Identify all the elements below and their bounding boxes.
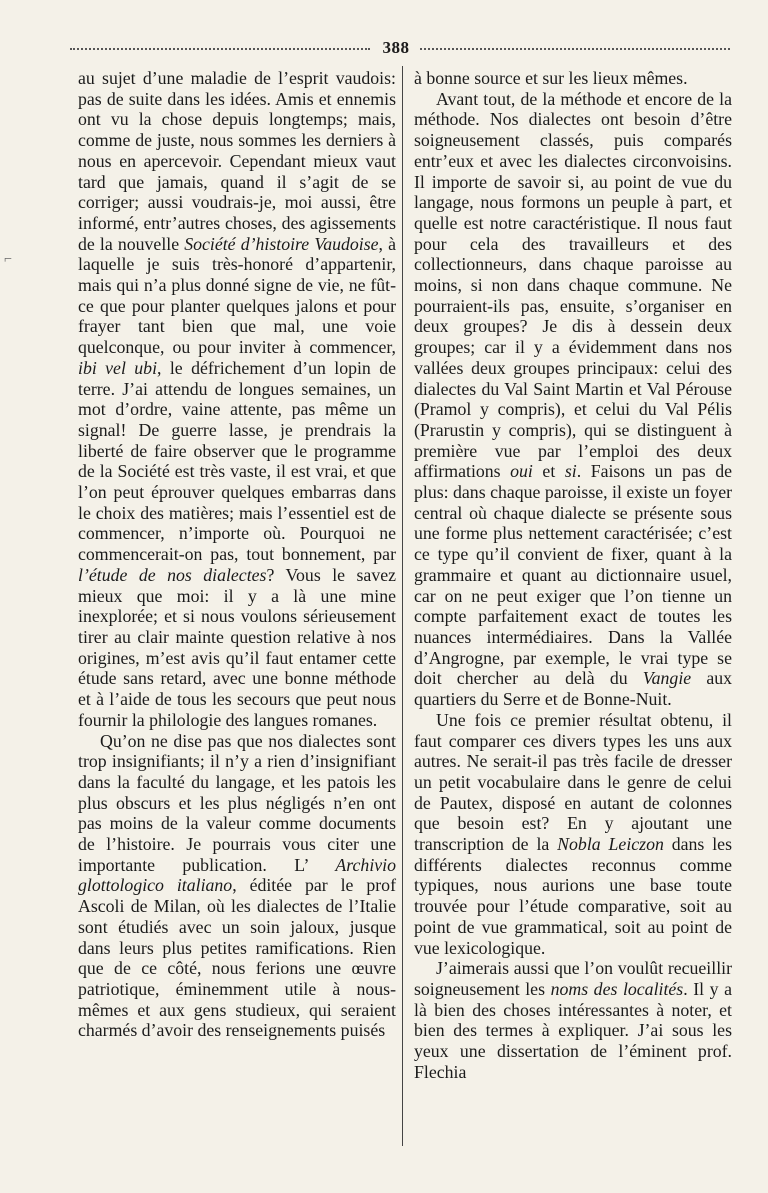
text-run: au sujet d’une maladie de l’esprit vaudois: pas de suite dans les idées. Amis et ennemis ont vu la chose depuis longtemps; mais, comme de juste, nous sommes les derniers à nous en apercevoir. Cependant mieux vaut tard que jamais, quand il s’agit de se corriger; aussi voudrais-je, moi aussi, être informé, entr’autres choses, des agissements de la nouvelle <box>78 68 396 254</box>
italic-word: si <box>564 461 577 482</box>
italic-word: oui <box>510 461 533 482</box>
italic-phrase: ibi vel ubi <box>78 357 158 378</box>
text-run: Une fois ce premier résultat obtenu, il faut comparer ces divers types les uns aux autres. Ne serait-il pas très facile de dresser un petit vocabulaire dans le genre de celui de Pautex, disposé en autant de colonnes que besoin est? En y ajoutant une transcription de la <box>414 709 732 855</box>
margin-mark: ⌐ <box>4 252 12 267</box>
italic-phrase: noms des localités <box>550 978 684 999</box>
left-column <box>78 68 396 1041</box>
page-number: 388 <box>382 38 410 57</box>
text-run: aux quartiers du Serre et de Bonne-Nuit. <box>414 668 732 710</box>
text-run: . Il y a là bien des choses intéressantes à noter, et bien des termes à expliquer. J’ai sous les yeux une dissertation de l’éminent prof. Flechia <box>414 978 732 1082</box>
text-run: J’aimerais aussi que l’on voulût recueillir soigneusement les <box>414 958 732 999</box>
italic-phrase: l’étude de nos dialectes <box>78 564 267 585</box>
left-paragraph-2 <box>78 731 396 1042</box>
right-paragraph-3 <box>414 958 732 1082</box>
text-run: , le défrichement d’un lopin de terre. J’ai attendu de longues semaines, un mot d’ordre, vaine attente, pas même un signal! De guerre lasse, je prendrais la liberté de faire observer que le programme de la Société est très vaste, il est vrai, et que l’on peut éprouver quelques embarras dans le choix des matières; mais l’essentiel est de commencer, n’importe où. Pourquoi ne commencerait-on pas, tout bonnement, par <box>78 357 396 565</box>
italic-title: Archivio glottologico italiano <box>78 854 396 896</box>
right-paragraph-0: à bonne source et sur les lieux mêmes. <box>414 68 688 88</box>
header-rule-right <box>420 48 730 50</box>
text-run: et <box>532 461 565 482</box>
right-column <box>414 68 732 1082</box>
column-divider <box>402 66 403 1146</box>
text-run: Qu’on ne dise pas que nos dialectes sont trop insignifiants; il n’y a rien d’insignifiant dans la faculté du langage, et les patois les plus obscurs et les plus négligés n’en ont pas moins de la valeur comme documents de l’histoire. Je pourrais vous citer une importante publication. L’ <box>78 730 396 875</box>
italic-title: Nobla Leiczon <box>557 834 664 855</box>
header-rule-left <box>70 48 370 50</box>
right-paragraph-1 <box>414 89 732 710</box>
page-header <box>70 38 730 58</box>
italic-word: Vangie <box>642 668 692 689</box>
text-run: dans les différents dialectes reconnus comme typiques, nous aurions une base toute trouvée pour l’étude comparative, soit au point de vue grammatical, soit au point de vue lexicologique. <box>414 834 732 958</box>
italic-title: Société d’histoire Vaudoise <box>184 233 379 254</box>
left-paragraph-1 <box>78 68 396 731</box>
text-run: , à laquelle je suis très-honoré d’appartenir, mais qui n’a plus donné signe de vie, ne fût-ce que pour planter quelques jalons et pour frayer tant bien que mal, une voie quelconque, ou pour inviter à commencer, <box>78 233 396 358</box>
right-paragraph-2 <box>414 710 732 958</box>
text-run: , éditée par le prof Ascoli de Milan, où les dialectes de l’Italie sont étudiés avec un soin jaloux, jusque dans leurs plus petites ramifications. Rien que de ce côté, nous ferions une œuvre patriotique, éminemment utile à nous-mêmes et aux gens studieux, qui seraient charmés d’avoir des renseignements puisés <box>78 875 396 1041</box>
text-run: . Faisons un pas de plus: dans chaque paroisse, il existe un foyer central où chaque dialecte se présente sous une forme plus nettement caractérisée; c’est ce type qu’il convient de fixer, quant à la grammaire et quant au dictionnaire usuel, car on ne peut exiger que l’on tienne un compte parfaitement exact de toutes les nuances intermédiaires. Dans la Vallée d’Angrogne, par exemple, le vrai type se doit chercher au delà du <box>414 461 733 689</box>
text-run: Avant tout, de la méthode et encore de la méthode. Nos dialectes ont besoin d’être soigneusement classés, puis comparés entr’eux et avec les dialectes circonvoisins. Il importe de savoir si, au point de vue du langage, nous formons un peuple à part, et quelle est notre caractéristique. Il nous faut pour cela des travailleurs et des collectionneurs, dans chaque paroisse au moins, si non dans chaque commune. Ne pourraient-ils pas, ensuite, s’organiser en deux groupes? Je dis à dessein deux groupes; car il y a évidemment dans nos vallées deux groupes principaux: celui des dialectes du Val Saint Martin et Val Pérouse (Pramol y compris), et celui du Val Pélis (Prarustin y compris), qui se distinguent à première vue par l’emploi des deux affirmations <box>414 88 732 482</box>
text-run: ? Vous le savez mieux que moi: il y a là une mine inexplorée; et si nous voulons sérieusement tirer au clair mainte question relative à nos origines, m’est avis qu’il faut entamer cette étude sans retard, avec une bonne méthode et à l’aide de tous les secours que peut nous fournir la philologie des langues romanes. <box>78 564 396 730</box>
